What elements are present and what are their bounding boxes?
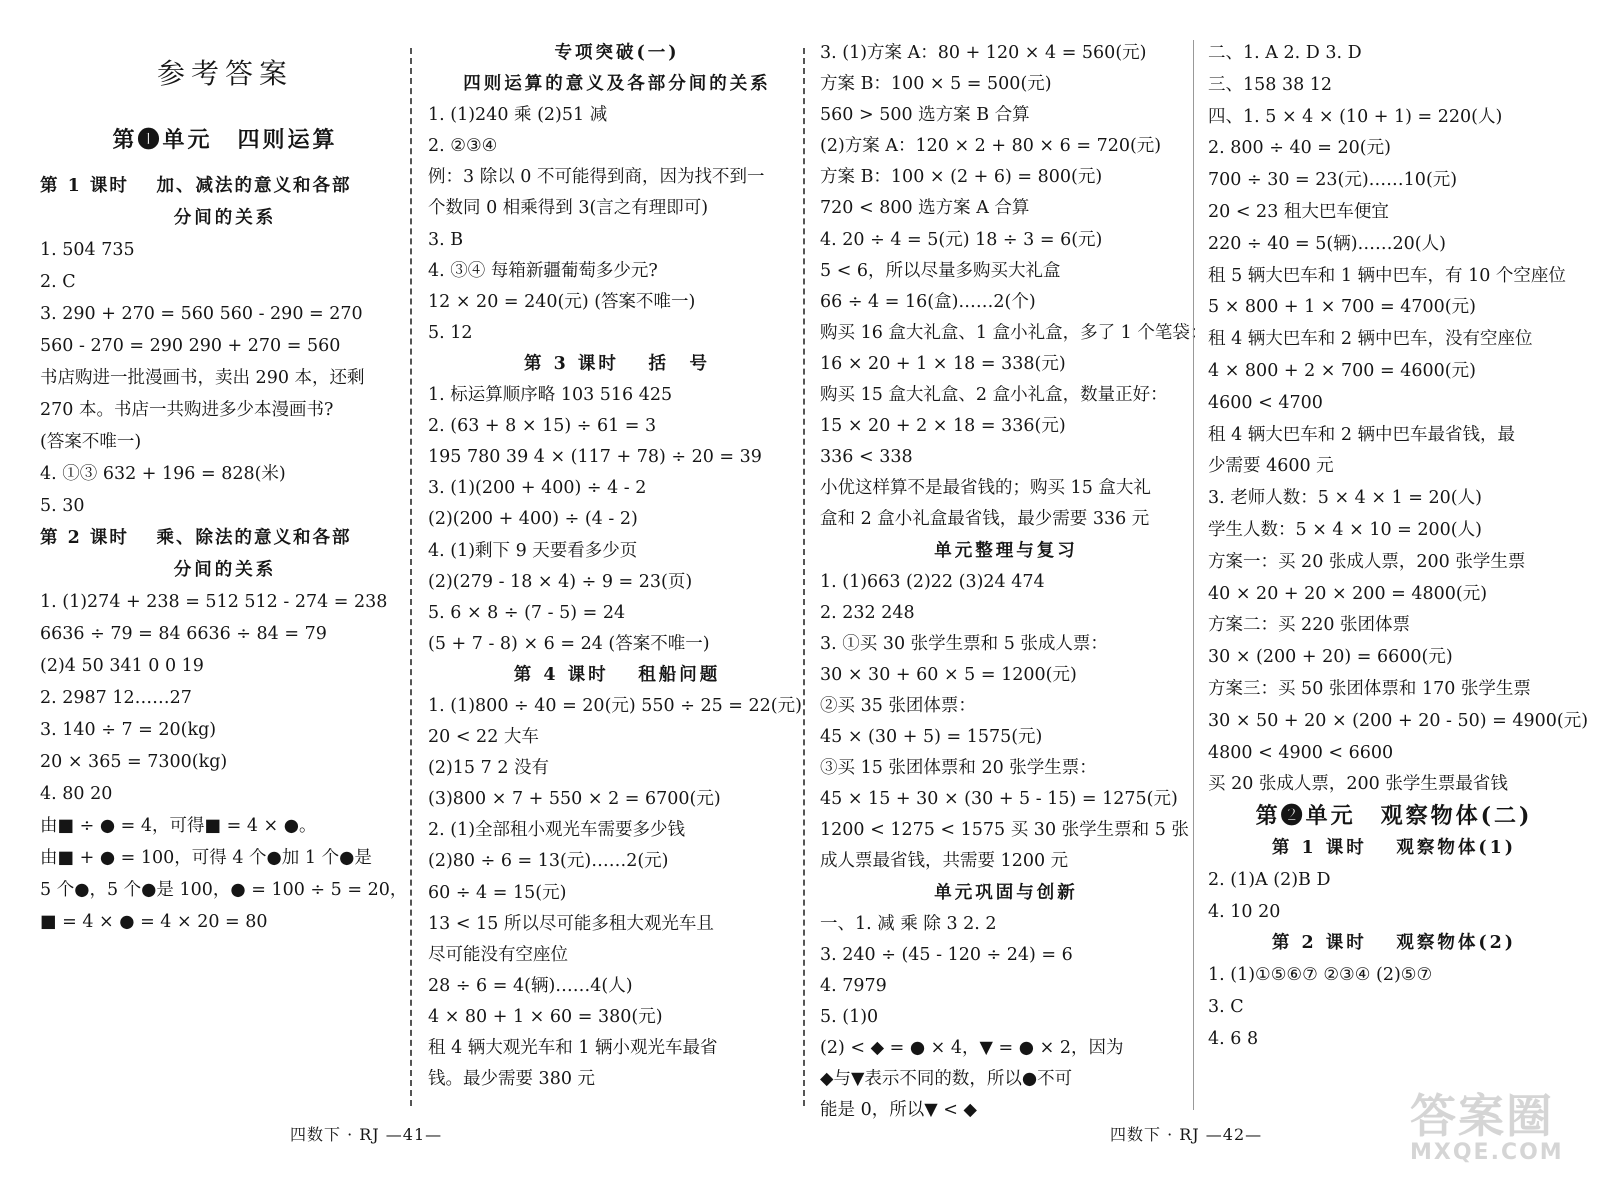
answer-line: 少需要 4600 元 [1208, 456, 1334, 477]
answer-line: 3. (1)(200 + 400) ÷ 4 - 2 [428, 478, 647, 499]
answer-line: 3. 240 ÷ (45 - 120 ÷ 24) = 6 [820, 944, 1073, 965]
answer-line: 3. (1)方案 A：80 + 120 × 4 = 560(元) [820, 43, 1147, 63]
answer-line: 45 × 15 + 30 × (30 + 5 - 15) = 1275(元) [820, 789, 1178, 810]
answer-line: 5. (1)0 [820, 1006, 879, 1027]
answer-line: 4. ③④ 每箱新疆葡萄多少元? [428, 260, 658, 281]
answer-line: 由■ ÷ ● = 4，可得■ = 4 × ●。 [40, 816, 317, 836]
answer-line: 336 < 338 [820, 447, 913, 468]
answer-line: 2. (63 + 8 × 15) ÷ 61 = 3 [428, 416, 657, 437]
answer-line: 20 × 365 = 7300(kg) [40, 752, 228, 772]
answer-line: 尽可能没有空座位 [428, 944, 568, 965]
watermark-url: MXQE.COM [1410, 1140, 1564, 1165]
section-heading: 第 4 课时 租船问题 [513, 664, 721, 685]
answer-line: 5 < 6，所以尽量多购买大礼盒 [820, 260, 1061, 281]
answer-line: 租 4 辆大观光车和 1 辆小观光车最省 [428, 1038, 718, 1058]
section-heading: 第 2 课时 观察物体(2) [1271, 933, 1517, 954]
answer-line: 5. 12 [428, 322, 473, 343]
section-heading: 四则运算的意义及各部分间的关系 [463, 74, 771, 95]
answer-line: (2) < ◆ = ● × 4，▼ = ● × 2，因为 [820, 1038, 1124, 1058]
answer-line: (2)方案 A：120 × 2 + 80 × 6 = 720(元) [820, 136, 1162, 157]
answer-line: 1. (1)800 ÷ 40 = 20(元) 550 ÷ 25 = 22(元) [428, 695, 802, 716]
answer-line: 40 × 20 + 20 × 200 = 4800(元) [1208, 583, 1488, 604]
answer-line: 个数同 0 相乘得到 3(言之有理即可) [428, 198, 709, 219]
column-3 [820, 38, 1208, 1126]
answer-line: 租 4 辆大巴车和 2 辆中巴车最省钱，最 [1208, 424, 1516, 445]
page-gutter-line [1193, 40, 1194, 1110]
answer-line: (2)(200 + 400) ÷ (4 - 2) [428, 509, 638, 530]
answer-line: 购买 15 盒大礼盒、2 盒小礼盒，数量正好： [820, 385, 1168, 406]
answer-line: (2)(279 - 18 × 4) ÷ 9 = 23(页) [428, 571, 693, 592]
answer-line: 方案二：买 220 张团体票 [1208, 615, 1411, 636]
answer-line: 3. 140 ÷ 7 = 20(kg) [40, 720, 217, 740]
section-heading: 单元巩固与创新 [934, 882, 1078, 903]
answer-line: 5 个●，5 个●是 100，● = 100 ÷ 5 = 20， [40, 880, 408, 900]
answer-line: 例：3 除以 0 不可能得到商，因为找不到一 [428, 167, 765, 188]
answer-line: 方案 B：100 × 5 = 500(元) [820, 74, 1052, 95]
answer-line: 16 × 20 + 1 × 18 = 338(元) [820, 353, 1066, 374]
answer-line: (5 + 7 - 8) × 6 = 24 (答案不唯一) [428, 633, 710, 654]
lesson-heading: 第 1 课时 加、减法的意义和各部 [40, 176, 352, 196]
answer-line: 能是 0，所以▼ < ◆ [820, 1100, 977, 1121]
lesson-subheading: 分间的关系 [173, 208, 277, 228]
answer-line: 4. (1)剩下 9 天要看多少页 [428, 540, 638, 561]
answer-line: 学生人数：5 × 4 × 10 = 200(人) [1208, 519, 1482, 540]
answer-line: 1. 504 735 [40, 240, 135, 260]
answer-line: 3. ①买 30 张学生票和 5 张成人票： [820, 633, 1108, 654]
answer-line: 20 < 23 租大巴车便宜 [1208, 201, 1389, 222]
answer-line: 租 5 辆大巴车和 1 辆中巴车，有 10 个空座位 [1208, 265, 1566, 286]
answer-line: 一、1. 减 乘 除 3 2. 2 [820, 913, 997, 934]
answer-line: 2. 232 248 [820, 602, 915, 623]
answer-line: 1. (1)663 (2)22 (3)24 474 [820, 571, 1045, 592]
answer-line: 270 本。书店一共购进多少本漫画书? [40, 400, 334, 420]
section-heading: 单元整理与复习 [934, 540, 1078, 561]
answer-line: 2. C [40, 272, 76, 292]
answer-line: 700 ÷ 30 = 23(元)……10(元) [1208, 170, 1458, 191]
answer-line: 20 < 22 大车 [428, 727, 539, 748]
answer-line: 560 > 500 选方案 B 合算 [820, 105, 1030, 126]
section-heading: 第 1 课时 观察物体(1) [1271, 837, 1517, 858]
answer-line: 28 ÷ 6 = 4(辆)……4(人) [428, 975, 633, 996]
lesson-subheading: 分间的关系 [173, 560, 277, 580]
answer-line: 盒和 2 盒小礼盒最省钱，最少需要 336 元 [820, 509, 1150, 530]
answer-line: 1. (1)274 + 238 = 512 512 - 274 = 238 [40, 592, 388, 612]
answer-line: 1200 < 1275 < 1575 买 30 张学生票和 5 张 [820, 820, 1189, 841]
answer-line: 2. (1)A (2)B D [1208, 869, 1331, 890]
answer-line: 方案三：买 50 张团体票和 170 张学生票 [1208, 678, 1531, 699]
page-footer-41: 四数下 · RJ —41— [290, 1125, 443, 1144]
answer-line: 1. (1)240 乘 (2)51 减 [428, 105, 608, 126]
answer-line: 6636 ÷ 79 = 84 6636 ÷ 84 = 79 [40, 624, 327, 644]
answer-line: 书店购进一批漫画书，卖出 290 本，还剩 [40, 368, 365, 388]
lesson-heading: 第 2 课时 乘、除法的意义和各部 [40, 528, 352, 548]
answer-line: (2)80 ÷ 6 = 13(元)……2(元) [428, 851, 669, 872]
answer-line: (2)15 7 2 没有 [428, 758, 550, 779]
answer-line: 195 780 39 4 × (117 + 78) ÷ 20 = 39 [428, 447, 762, 468]
watermark-text: 答案圈 [1410, 1089, 1554, 1143]
answer-line: 二、1. A 2. D 3. D [1208, 43, 1362, 63]
answer-line: 3. B [428, 229, 464, 250]
answer-line: 1. 标运算顺序略 103 516 425 [428, 385, 673, 406]
answer-line: 220 ÷ 40 = 5(辆)……20(人) [1208, 233, 1446, 254]
answer-line: 三、158 38 12 [1208, 74, 1333, 95]
dashed-divider [803, 48, 805, 1106]
answer-line: 2. 2987 12……27 [40, 688, 192, 708]
answer-line: 5. 6 × 8 ÷ (7 - 5) = 24 [428, 602, 626, 623]
answer-line: 方案 B：100 × (2 + 6) = 800(元) [820, 167, 1103, 188]
answer-line: 560 - 270 = 290 290 + 270 = 560 [40, 336, 341, 356]
column-1 [40, 38, 410, 938]
section-heading: 第❶单元 四则运算 [112, 127, 338, 153]
answer-line: 租 4 辆大巴车和 2 辆中巴车，没有空座位 [1208, 329, 1533, 350]
answer-line: 2. 800 ÷ 40 = 20(元) [1208, 138, 1391, 159]
answer-line: 购买 16 盒大礼盒、1 盒小礼盒，多了 1 个笔袋： [820, 322, 1208, 343]
answer-line: 4. 80 20 [40, 784, 113, 804]
answer-line: 1. (1)①⑤⑥⑦ ②③④ (2)⑤⑦ [1208, 965, 1433, 986]
page-footer-42: 四数下 · RJ —42— [1110, 1125, 1263, 1144]
dashed-divider [410, 48, 412, 1106]
answer-line: 方案一：买 20 张成人票，200 张学生票 [1208, 551, 1526, 572]
answer-line: 30 × 30 + 60 × 5 = 1200(元) [820, 664, 1077, 685]
answer-line: 2. (1)全部租小观光车需要多少钱 [428, 820, 686, 841]
answer-line: 由■ + ● = 100，可得 4 个●加 1 个●是 [40, 848, 372, 868]
answer-line: 买 20 张成人票，200 张学生票最省钱 [1208, 774, 1508, 795]
answer-line: 4600 < 4700 [1208, 392, 1323, 413]
answer-line: 30 × 50 + 20 × (200 + 20 - 50) = 4900(元) [1208, 710, 1589, 731]
answer-line: 4. ①③ 632 + 196 = 828(米) [40, 464, 286, 484]
answer-line: (3)800 × 7 + 550 × 2 = 6700(元) [428, 789, 721, 810]
answer-line: 30 × (200 + 20) = 6600(元) [1208, 647, 1453, 668]
answer-line: (答案不唯一) [40, 432, 142, 452]
column-4 [1208, 38, 1589, 1056]
answer-line: 3. C [1208, 996, 1244, 1017]
answer-line: 60 ÷ 4 = 15(元) [428, 882, 567, 903]
answer-line: 钱。最少需要 380 元 [428, 1069, 596, 1090]
answer-line: 15 × 20 + 2 × 18 = 336(元) [820, 416, 1066, 437]
answer-line: ■ = 4 × ● = 4 × 20 = 80 [40, 912, 268, 932]
answer-line: ③买 15 张团体票和 20 张学生票： [820, 758, 1097, 779]
answer-line: 4. 7979 [820, 975, 887, 996]
answer-line: 四、1. 5 × 4 × (10 + 1) = 220(人) [1208, 106, 1503, 127]
answer-line: ②买 35 张团体票： [820, 695, 976, 716]
watermark-logo [1410, 1080, 1570, 1180]
answer-line: 4 × 800 + 2 × 700 = 4600(元) [1208, 360, 1476, 381]
answer-line: 12 × 20 = 240(元) (答案不唯一) [428, 291, 696, 312]
answer-line: 13 < 15 所以尽可能多租大观光车且 [428, 913, 714, 934]
answer-line: 4800 < 4900 < 6600 [1208, 742, 1394, 763]
answer-line: ◆与▼表示不同的数，所以●不可 [820, 1069, 1073, 1090]
answer-line: 5. 30 [40, 496, 85, 516]
answer-line: 45 × (30 + 5) = 1575(元) [820, 727, 1043, 748]
section-heading: 专项突破(一) [554, 43, 680, 63]
answer-line: 3. 290 + 270 = 560 560 - 290 = 270 [40, 304, 363, 324]
answer-line: 3. 老师人数：5 × 4 × 1 = 20(人) [1208, 488, 1482, 509]
answer-line: 66 ÷ 4 = 16(盒)……2(个) [820, 291, 1036, 312]
answer-line: 4. 20 ÷ 4 = 5(元) 18 ÷ 3 = 6(元) [820, 229, 1103, 250]
answer-line: 720 < 800 选方案 A 合算 [820, 198, 1030, 219]
answer-line: 成人票最省钱，共需要 1200 元 [820, 851, 1069, 872]
answer-line: (2)4 50 341 0 0 19 [40, 656, 204, 676]
answer-line: 4. 10 20 [1208, 901, 1281, 922]
answer-line: 4. 6 8 [1208, 1028, 1259, 1049]
answer-line: 4 × 80 + 1 × 60 = 380(元) [428, 1006, 663, 1027]
answer-line: 5 × 800 + 1 × 700 = 4700(元) [1208, 297, 1476, 318]
section-heading: 参考答案 [156, 57, 293, 90]
section-heading: 第 3 课时 括 号 [524, 353, 710, 374]
answer-line: 2. ②③④ [428, 136, 498, 157]
answer-line: 小优这样算不是最省钱的；购买 15 盒大礼 [820, 478, 1151, 499]
section-heading: 第❷单元 观察物体(二) [1255, 803, 1533, 830]
column-2 [428, 38, 806, 1095]
